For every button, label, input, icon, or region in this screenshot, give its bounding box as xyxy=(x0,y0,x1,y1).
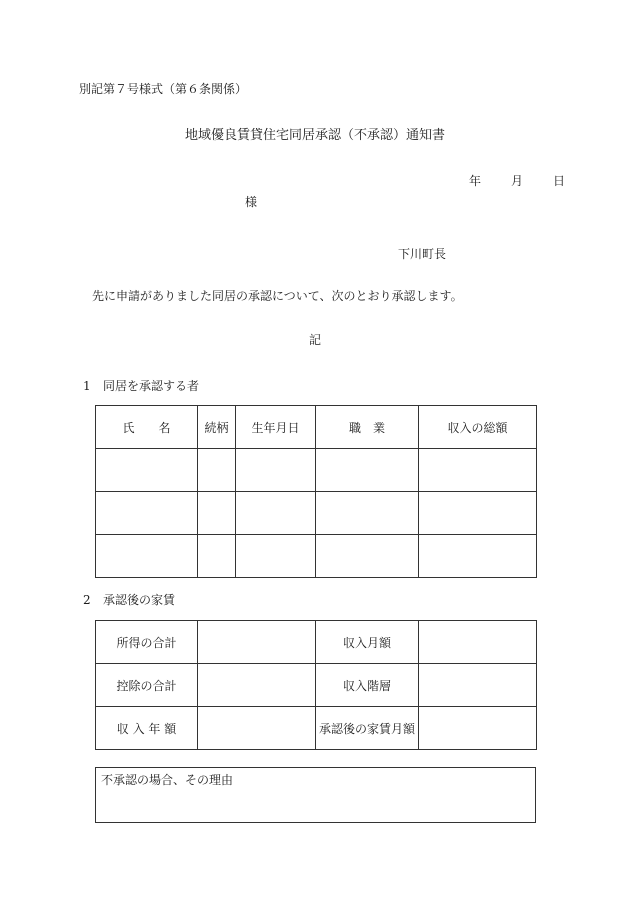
occupation-cell[interactable] xyxy=(316,449,419,492)
monthly-income-value[interactable] xyxy=(419,621,537,664)
annual-income-value[interactable] xyxy=(198,707,316,750)
addressee-suffix: 様 xyxy=(245,195,258,209)
income-bracket-value[interactable] xyxy=(419,664,537,707)
relationship-cell[interactable] xyxy=(198,492,236,535)
column-header-birthdate: 生年月日 xyxy=(236,406,316,449)
issuer-name: 下川町長 xyxy=(398,247,447,261)
birthdate-cell[interactable] xyxy=(236,535,316,578)
rent-table xyxy=(95,620,537,750)
income-total-value[interactable] xyxy=(198,621,316,664)
total-income-cell[interactable] xyxy=(419,492,537,535)
disapproval-reason-label: 不承認の場合、その理由 xyxy=(101,773,234,787)
table-row xyxy=(96,621,537,664)
occupation-cell[interactable] xyxy=(316,492,419,535)
total-income-cell[interactable] xyxy=(419,535,537,578)
income-bracket-label: 収入階層 xyxy=(316,664,419,707)
post-approval-rent-label: 承認後の家賃月額 xyxy=(316,707,419,750)
relationship-cell[interactable] xyxy=(198,535,236,578)
column-header-occupation: 職 業 xyxy=(316,406,419,449)
document-title: 地域優良賃貸住宅同居承認（不承認）通知書 xyxy=(184,128,445,143)
relationship-cell[interactable] xyxy=(198,449,236,492)
section2-number: 2 xyxy=(83,593,91,607)
post-approval-rent-value[interactable] xyxy=(419,707,537,750)
disapproval-reason-box[interactable] xyxy=(95,767,536,823)
name-cell[interactable] xyxy=(96,449,198,492)
section1-heading xyxy=(83,377,199,394)
table-header-row xyxy=(96,406,537,449)
date-day-label: 日 xyxy=(553,174,566,188)
column-header-relationship: 続柄 xyxy=(198,406,236,449)
birthdate-cell[interactable] xyxy=(236,492,316,535)
total-income-cell[interactable] xyxy=(419,449,537,492)
ki-heading: 記 xyxy=(309,333,322,347)
cohabitant-table xyxy=(95,405,537,578)
column-header-name: 氏 名 xyxy=(96,406,198,449)
deduction-total-value[interactable] xyxy=(198,664,316,707)
date-month-label: 月 xyxy=(511,174,524,188)
section1-title: 同居を承認する者 xyxy=(103,379,200,393)
name-cell[interactable] xyxy=(96,492,198,535)
body-text: 先に申請がありました同居の承認について、次のとおり承認します。 xyxy=(92,289,463,303)
occupation-cell[interactable] xyxy=(316,535,419,578)
income-total-label: 所得の合計 xyxy=(96,621,198,664)
table-row xyxy=(96,664,537,707)
section1-number: 1 xyxy=(83,379,91,393)
birthdate-cell[interactable] xyxy=(236,449,316,492)
monthly-income-label: 収入月額 xyxy=(316,621,419,664)
section2-heading xyxy=(83,591,175,608)
table-row xyxy=(96,707,537,750)
table-row xyxy=(96,492,537,535)
date-line xyxy=(469,172,565,189)
column-header-total-income: 収入の総額 xyxy=(419,406,537,449)
form-number: 別記第７号様式（第６条関係） xyxy=(79,82,248,96)
table-row xyxy=(96,535,537,578)
table-row xyxy=(96,449,537,492)
section2-title: 承認後の家賃 xyxy=(103,593,176,607)
deduction-total-label: 控除の合計 xyxy=(96,664,198,707)
name-cell[interactable] xyxy=(96,535,198,578)
annual-income-label: 収 入 年 額 xyxy=(96,707,198,750)
date-year-label: 年 xyxy=(469,174,482,188)
